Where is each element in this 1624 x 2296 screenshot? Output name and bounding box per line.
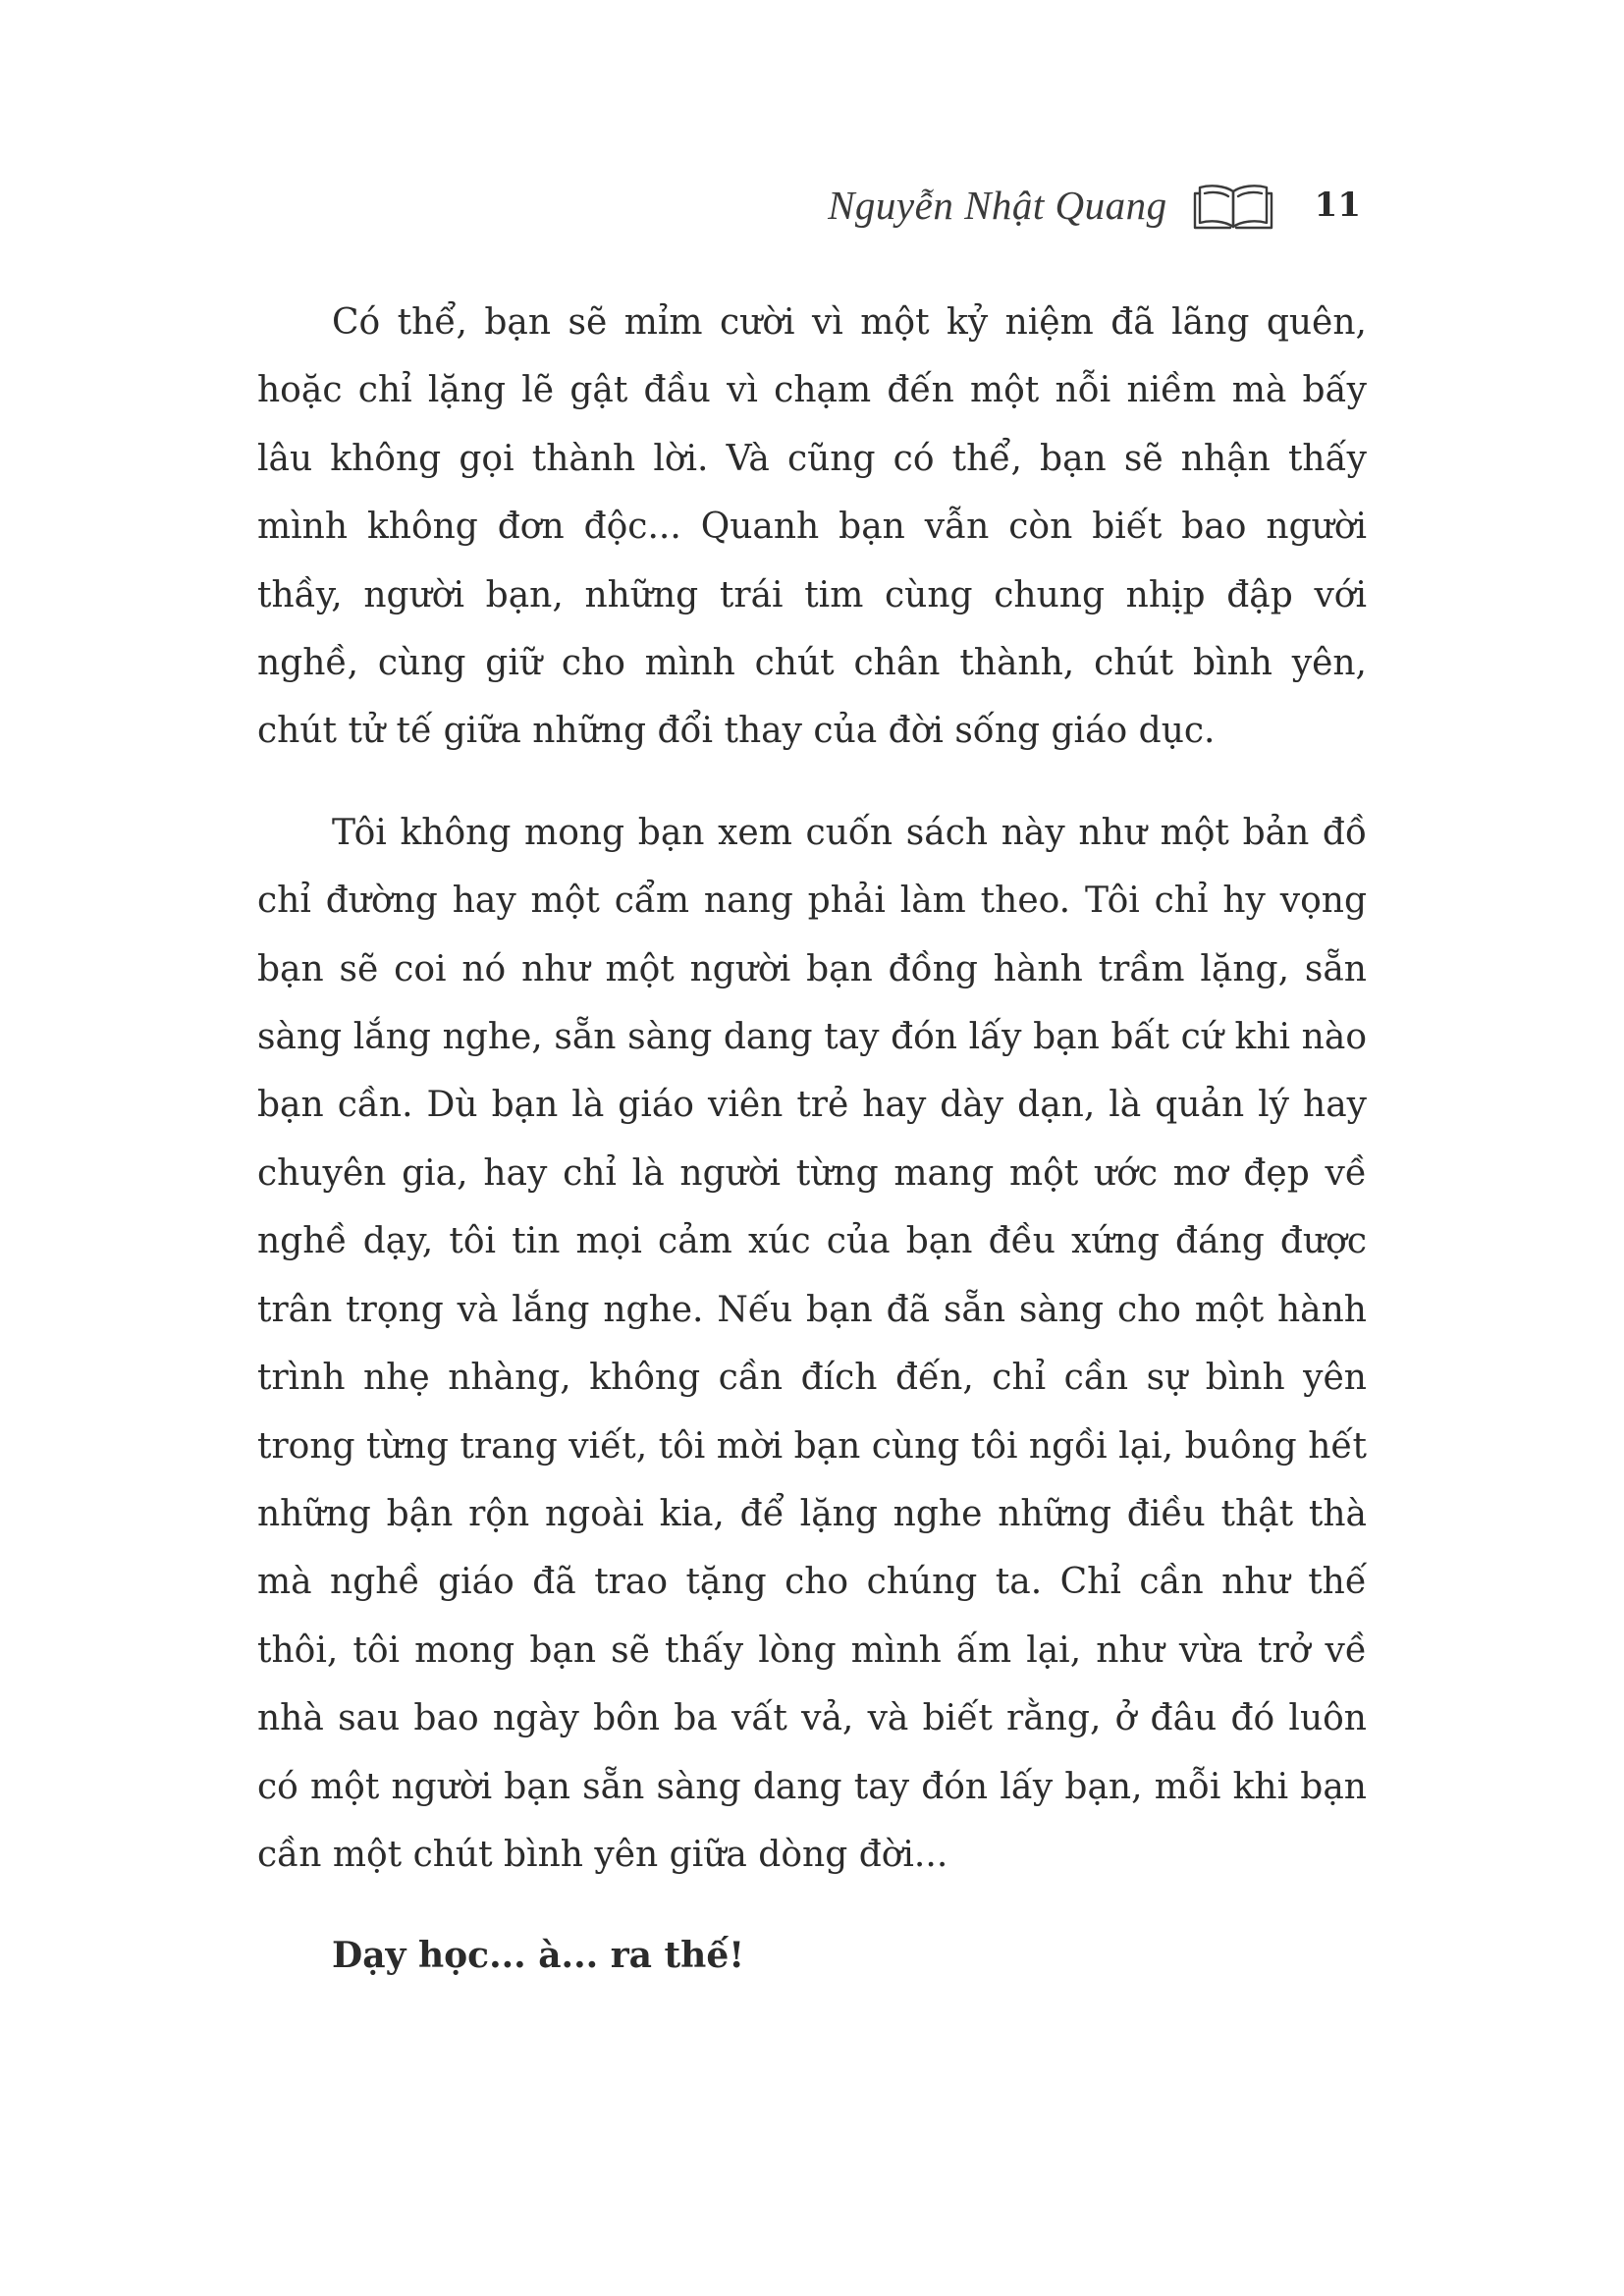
header-author: Nguyễn Nhật Quang [828,183,1167,228]
page-number: 11 [1314,186,1361,225]
body-text [257,289,1367,1991]
paragraph-1: Có thể, bạn sẽ mỉm cười vì một kỷ niệm đã lãng quên, hoặc chỉ lặng lẽ gật đầu vì chạm đến một nỗi niềm mà bấy lâu không gọi thành lời. Và cũng có thể, bạn sẽ nhận thấy mình không đơn độc... Quanh bạn vẫn còn biết bao người thầy, người bạn, những trái tim cùng chung nhịp đập với nghề, cùng giữ cho mình chút chân thành, chút bình yên, chút tử tế giữa những đổi thay của đời sống giáo dục. [257,302,1367,752]
open-book-icon [1191,180,1275,231]
closing-line: Dạy học... à... ra thế! [332,1935,745,1977]
paragraph-2: Tôi không mong bạn xem cuốn sách này như một bản đồ chỉ đường hay một cẩm nang phải làm theo. Tôi chỉ hy vọng bạn sẽ coi nó như một người bạn đồng hành trầm lặng, sẵn sàng lắng nghe, sẵn sàng dang tay đón lấy bạn bất cứ khi nào bạn cần. Dù bạn là giáo viên trẻ hay dày dạn, là quản lý hay chuyên gia, hay chỉ là người từng mang một ước mơ đẹp về nghề dạy, tôi tin mọi cảm xúc của bạn đều xứng đáng được trân trọng và lắng nghe. Nếu bạn đã sẵn sàng cho một hành trình nhẹ nhàng, không cần đích đến, chỉ cần sự bình yên trong từng trang viết, tôi mời bạn cùng tôi ngồi lại, buông hết những bận rộn ngoài kia, để lặng nghe những điều thật thà mà nghề giáo đã trao tặng cho chúng ta. Chỉ cần như thế thôi, tôi mong bạn sẽ thấy lòng mình ấm lại, như vừa trở về nhà sau bao ngày bôn ba vất vả, và biết rằng, ở đâu đó luôn có một người bạn sẵn sàng dang tay đón lấy bạn, mỗi khi bạn cần một chút bình yên giữa dòng đời... [257,812,1367,1875]
running-header [828,180,1361,231]
